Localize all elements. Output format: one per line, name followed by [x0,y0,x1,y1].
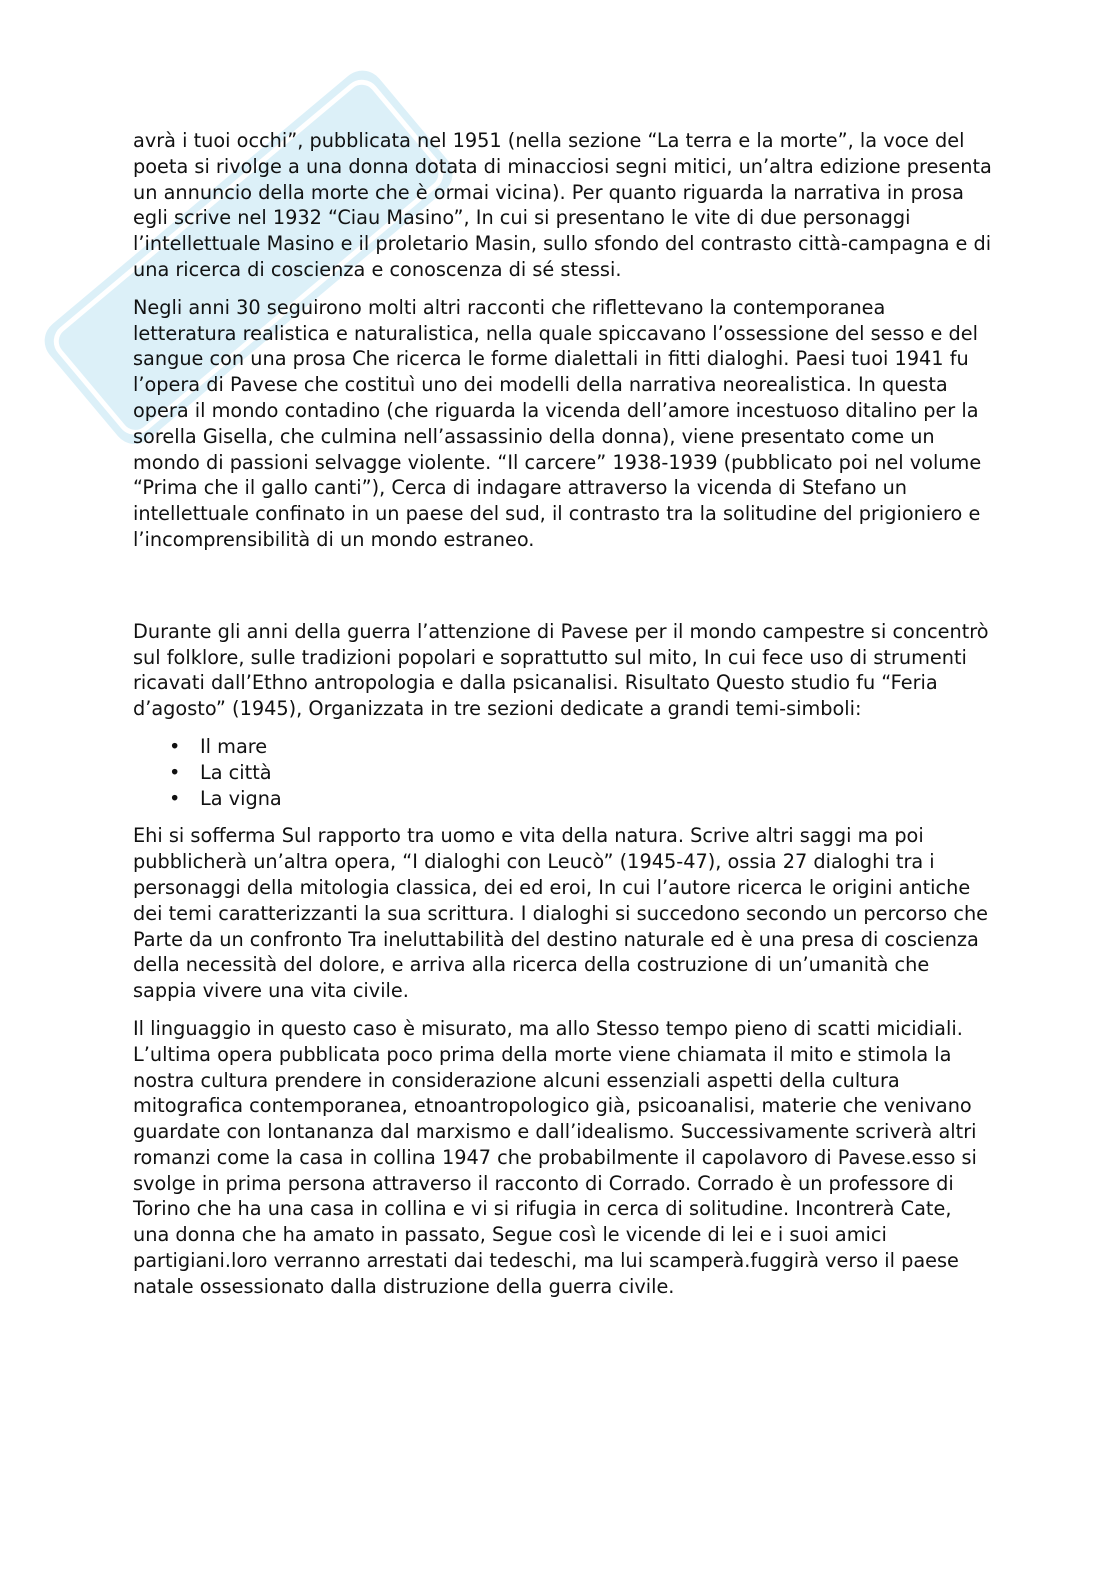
paragraph-5: Il linguaggio in questo caso è misurato, ma allo Stesso tempo pieno di scatti micidiali. L’ultima opera pubblicata poco prima della morte viene chiamata il mito e stimola la nostra cultura prendere in considerazione alcuni essenziali aspetti della cultura mitografica contemporanea, etnoantropologico già, psicoanalisi, materie che venivano guardate con lontananza dal marxismo e dall’idealismo. Successivamente scriverà altri romanzi come la casa in collina 1947 che probabilmente il capolavoro di Pavese.esso si svolge in prima persona attraverso il racconto di Corrado. Corrado è un professore di Torino che ha una casa in collina e vi si rifugia in cerca di solitudine. Incontrerà Cate, una donna che ha amato in passato, Segue così le vicende di lei e i suoi amici partigiani.loro verranno arrestati dai tedeschi, ma lui scamperà.fuggirà verso il paese natale ossessionato dalla distruzione della guerra civile. [133,1016,977,1298]
list-item [169,760,993,786]
list-item-text: La vigna [200,786,282,810]
paragraph-3: Durante gli anni della guerra l’attenzione di Pavese per il mondo campestre si concentrò sul folklore, sulle tradizioni popolari e soprattutto sul mito, In cui fece uso di strumenti ricavati dall’Ethno antropologia e dalla psicanalisi. Risultato Questo studio fu “Feria d’agosto” (1945), Organizzata in tre sezioni dedicate a grandi temi-simboli: [133,619,989,721]
list-item-text: Il mare [200,734,268,758]
paragraph-2: Negli anni 30 seguirono molti altri racconti che riflettevano la contemporanea letteratura realistica e naturalistica, nella quale spiccavano l’ossessione del sesso e del sangue con una prosa Che ricerca le forme dialettali in fitti dialoghi. Paesi tuoi 1941 fu l’opera di Pavese che costituì uno dei modelli della narrativa neorealistica. In questa opera il mondo contadino (che riguarda la vicenda dell’amore incestuoso ditalino per la sorella Gisella, che culmina nell’assassinio della donna), viene presentato come un mondo di passioni selvagge violente. “Il carcere” 1938-1939 (pubblicato poi nel volume “Prima che il gallo canti”), Cerca di indagare attraverso la vicenda di Stefano un intellettuale confinato in un paese del sud, il contrasto tra la solitudine del prigioniero e l’incomprensibilità di un mondo estraneo. [133,295,982,551]
bullet-icon: • [169,760,181,784]
themes-list [133,734,993,811]
paragraph-1: avrà i tuoi occhi”, pubblicata nel 1951 (nella sezione “La terra e la morte”, la voce del poeta si rivolge a una donna dotata di minacciosi segni mitici, un’altra edizione presenta un annuncio della morte che è ormai vicina). Per quanto riguarda la narrativa in prosa egli scrive nel 1932 “Ciau Masino”, In cui si presentano le vite di due personaggi l’intellettuale Masino e il proletario Masin, sullo sfondo del contrasto città-campagna e di una ricerca di coscienza e conoscenza di sé stessi. [133,129,992,281]
bullet-icon: • [169,734,181,758]
paragraph-4: Ehi si sofferma Sul rapporto tra uomo e vita della natura. Scrive altri saggi ma poi pubblicherà un’altra opera, “I dialoghi con Leucò” (1945-47), ossia 27 dialoghi tra i personaggi della mitologia classica, dei ed eroi, In cui l’autore ricerca le origini antiche dei temi caratterizzanti la sua scrittura. I dialoghi si succedono secondo un percorso che Parte da un confronto Tra ineluttabilità del destino naturale ed è una presa di coscienza della necessità del dolore, e arriva alla ricerca della costruzione di un’umanità che sappia vivere una vita civile. [133,824,989,1003]
document-body [133,128,993,1312]
list-item [169,734,993,760]
list-item-text: La città [200,760,272,784]
list-item [169,786,993,812]
bullet-icon: • [169,786,181,810]
